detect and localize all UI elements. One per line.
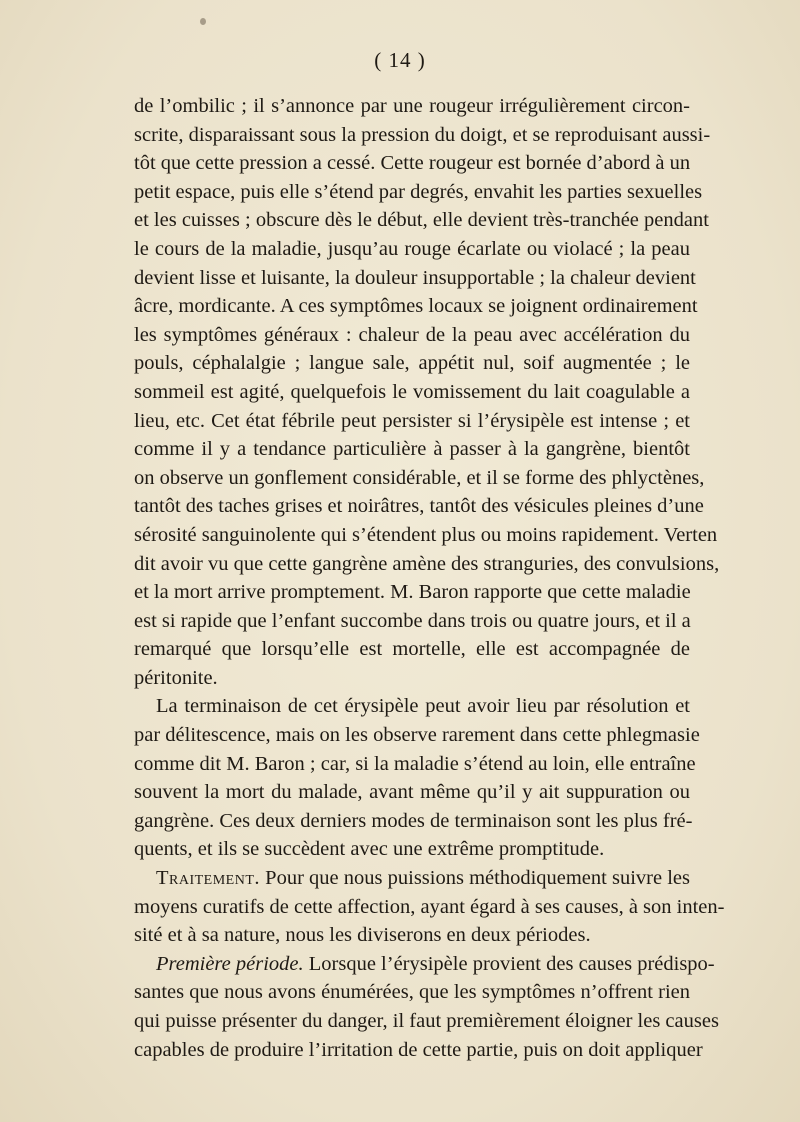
page-number: ( 14 ) bbox=[374, 48, 426, 72]
text-line: les symptômes généraux : chaleur de la peau avec accélération du bbox=[134, 323, 690, 346]
subsection-heading: Première période. bbox=[156, 952, 304, 975]
text-line bbox=[134, 864, 690, 893]
text-line: sérosité sanguinolente qui s’étendent plus ou moins rapidement. Verten bbox=[134, 523, 718, 546]
text-line: par délitescence, mais on les observe rarement dans cette phlegmasie bbox=[134, 724, 700, 747]
text-line: et les cuisses ; obscure dès le début, elle devient très-tranchée pendant bbox=[134, 209, 709, 232]
text-line: santes que nous avons énumérées, que les symptômes n’offrent rien bbox=[134, 981, 690, 1004]
text-line: gangrène. Ces deux derniers modes de terminaison sont les plus fré- bbox=[134, 809, 693, 832]
ink-speck bbox=[200, 18, 206, 25]
text-line: tantôt des taches grises et noirâtres, tantôt des vésicules pleines d’une bbox=[134, 495, 704, 518]
text-line: âcre, mordicante. A ces symptômes locaux se joignent ordinairement bbox=[134, 295, 698, 318]
text-line: comme dit M. Baron ; car, si la maladie s’étend au loin, elle entraîne bbox=[134, 752, 696, 775]
text-line: de l’ombilic ; il s’annonce par une rougeur irrégulièrement circon- bbox=[134, 95, 690, 117]
text-line: tôt que cette pression a cessé. Cette rougeur est bornée d’abord à un bbox=[134, 152, 691, 175]
text-line: pouls, céphalalgie ; langue sale, appétit nul, soif augmentée ; le bbox=[134, 352, 690, 375]
text-line: devient lisse et luisante, la douleur insupportable ; la chaleur devient bbox=[134, 266, 696, 289]
text-line: remarqué que lorsqu’elle est mortelle, elle est accompagnée de bbox=[134, 638, 690, 661]
text-fragment: Pour que nous puissions méthodiquement suivre les bbox=[260, 867, 690, 890]
text-line: capables de produire l’irritation de cette partie, puis on doit appliquer bbox=[134, 1038, 703, 1061]
body-text bbox=[134, 92, 725, 1064]
text-line: dit avoir vu que cette gangrène amène des stranguries, des convulsions, bbox=[134, 552, 720, 575]
text-line: souvent la mort du malade, avant même qu’il y ait suppuration ou bbox=[134, 781, 690, 804]
text-line: moyens curatifs de cette affection, ayant égard à ses causes, à son inten- bbox=[134, 895, 725, 918]
text-line: qui puisse présenter du danger, il faut premièrement éloigner les causes bbox=[134, 1010, 719, 1032]
text-line: quents, et ils se succèdent avec une extrême promptitude. bbox=[134, 838, 605, 861]
text-line: péritonite. bbox=[134, 666, 218, 689]
text-line bbox=[134, 950, 715, 979]
text-line: est si rapide que l’enfant succombe dans trois ou quatre jours, et il a bbox=[134, 609, 691, 632]
text-line: et la mort arrive promptement. M. Baron rapporte que cette maladie bbox=[134, 581, 691, 604]
text-line: sommeil est agité, quelquefois le vomissement du lait coagulable a bbox=[134, 380, 690, 403]
text-line: petit espace, puis elle s’étend par degrés, envahit les parties sexuelles bbox=[134, 180, 703, 203]
text-line: on observe un gonflement considérable, et il se forme des phlyctènes, bbox=[134, 466, 705, 489]
text-line: lieu, etc. Cet état fébrile peut persister si l’érysipèle est intense ; et bbox=[134, 409, 690, 432]
text-line: le cours de la maladie, jusqu’au rouge écarlate ou violacé ; la peau bbox=[134, 237, 690, 260]
text-fragment: Lorsque l’érysipèle provient des causes prédispo- bbox=[303, 952, 715, 975]
text-line: comme il y a tendance particulière à passer à la gangrène, bientôt bbox=[134, 438, 690, 461]
text-line: La terminaison de cet érysipèle peut avoir lieu par résolution et bbox=[156, 695, 690, 718]
text-line: scrite, disparaissant sous la pression du doigt, et se reproduisant aussi- bbox=[134, 123, 711, 146]
text-line: sité et à sa nature, nous les diviserons en deux périodes. bbox=[134, 924, 591, 947]
section-heading: Traitement. bbox=[156, 867, 261, 890]
